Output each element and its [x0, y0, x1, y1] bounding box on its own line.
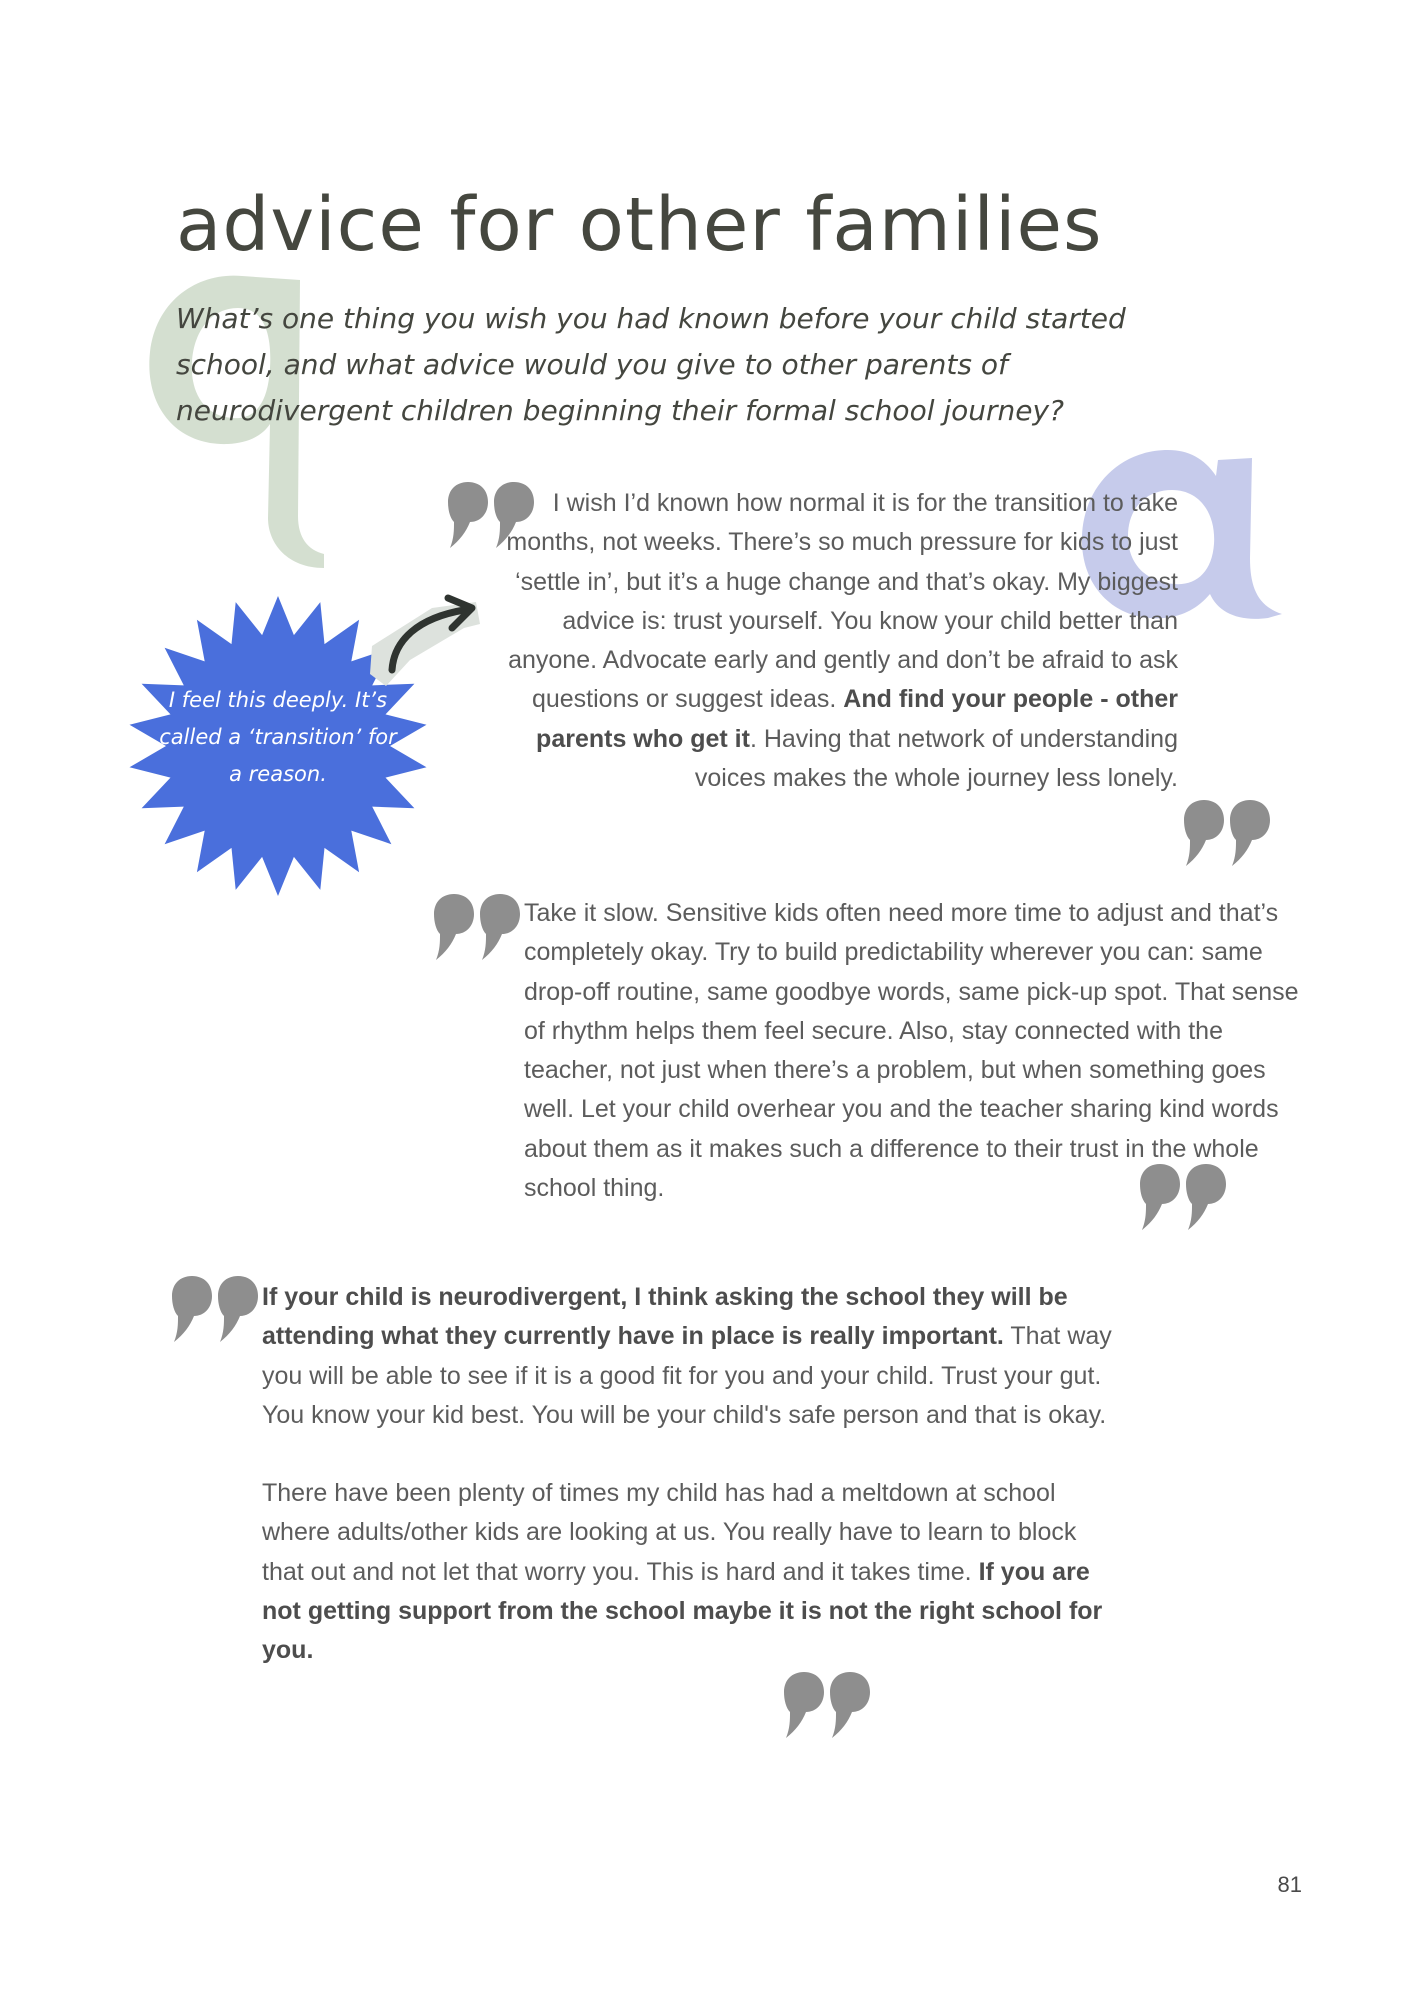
- answer-3-paragraph-1: [262, 1278, 1112, 1435]
- answer-3-text-2: There have been plenty of times my child has had a meltdown at school where adults/other kids are looking at us. You really have to learn to block that out and not let that worry you. This is hard and it takes time.: [262, 1479, 1077, 1586]
- open-quote-icon: [434, 894, 522, 960]
- answer-3-bold-1: If your child is neurodivergent, I think asking the school they will be attending what they currently have in place is really important.: [262, 1283, 1068, 1351]
- page-title: advice for other families: [176, 182, 1103, 268]
- answer-1-text-b: . Having that network of understanding voices makes the whole journey less lonely.: [694, 724, 1178, 793]
- page-number: 81: [1277, 1872, 1302, 1897]
- answer-1-bold: And find your people - other parents who get it: [536, 685, 1178, 753]
- answer-3-paragraph-2: [262, 1474, 1112, 1670]
- close-quote-icon: [784, 1672, 872, 1738]
- callout-text: I feel this deeply. It’s called a ‘transition’ for a reason.: [159, 688, 397, 786]
- question-text: What’s one thing you wish you had known before your child started school, and what advice would you give to other parents of neurodivergent children beginning their formal school journey?: [176, 302, 1126, 427]
- answer-3-bold-2: If you are not getting support from the school maybe it is not the right school for you.: [262, 1557, 1103, 1665]
- close-quote-icon: [1140, 1164, 1228, 1230]
- answer-3-text-1: That way you will be able to see if it is a good fit for you and your child. Trust your gut. You know your kid best. You will be your child's safe person and that is okay.: [262, 1322, 1112, 1429]
- answer-3: [262, 1278, 1112, 1671]
- open-quote-icon: [172, 1276, 260, 1342]
- answer-2: Take it slow. Sensitive kids often need more time to adjust and that’s completely okay. Try to build predictability wherever you can: same drop-off routine, same goodbye words, same pick-up spot. That sense of rhythm helps them feel secure. Also, stay connected with the teacher, not just when there’s a problem, but when something goes well. Let your child overhear you and the teacher sharing kind words about them as it makes such a difference to their trust in the whole school thing.: [524, 899, 1299, 1203]
- answer-1: [470, 484, 1178, 798]
- answer-1-text-a: I wish I’d known how normal it is for the transition to take months, not weeks. There’s so much pressure for kids to just ‘settle in’, but it’s a huge change and that’s okay. My biggest advice is: trust yourself. You know your child better than anyone. Advocate early and gently and don’t be afraid to ask questions or suggest ideas.: [506, 489, 1178, 714]
- close-quote-icon: [1184, 800, 1272, 866]
